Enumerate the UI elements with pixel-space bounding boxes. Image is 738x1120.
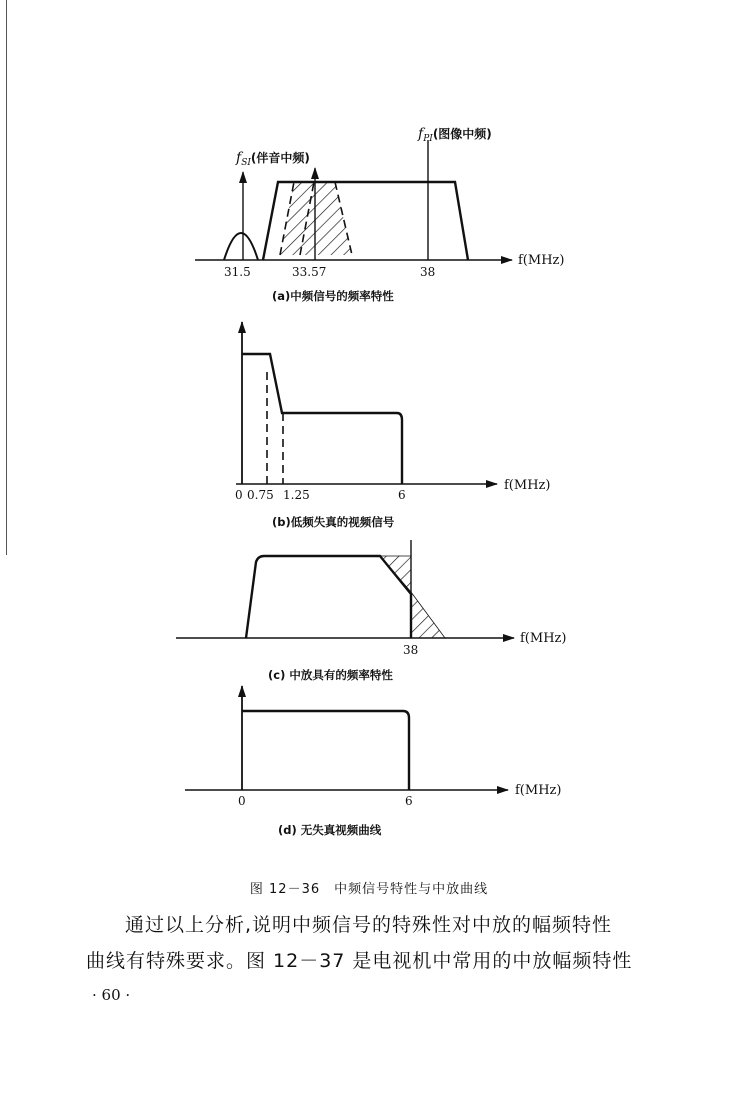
page-number: · 60 · <box>92 986 131 1004</box>
panel-a-axis-label: f(MHz) <box>518 253 565 268</box>
panel-d-tick-0: 0 <box>238 794 246 808</box>
panel-a-tick-31-5: 31.5 <box>224 265 251 279</box>
panel-b-caption: (b)低频失真的视频信号 <box>272 515 395 529</box>
panel-a-fsi-label: $f_{SI}$(伴音中频) <box>236 150 310 168</box>
panel-c-tick-38: 38 <box>403 643 419 657</box>
panel-b-axis-label: f(MHz) <box>504 478 551 493</box>
panel-b-tick-125: 1.25 <box>283 488 310 502</box>
panel-c-caption: (c) 中放具有的频率特性 <box>268 668 393 682</box>
panel-b-tick-075: 0.75 <box>247 488 274 502</box>
panel-c-if-curve <box>246 556 411 638</box>
panel-c <box>176 540 566 682</box>
panel-b-tick-6: 6 <box>398 488 406 502</box>
panel-a <box>195 126 564 303</box>
panel-a-hatch-region <box>280 182 352 255</box>
panel-a-fpi-label: $f_{PI}$(图像中频) <box>418 126 492 144</box>
panel-d-axis-label: f(MHz) <box>515 783 562 798</box>
panel-d <box>185 686 561 837</box>
panel-a-sound-bump <box>224 233 258 260</box>
panel-c-hatch-lower <box>411 592 445 638</box>
panel-d-caption: (d) 无失真视频曲线 <box>278 823 382 837</box>
panel-a-caption: (a)中频信号的频率特性 <box>272 289 394 303</box>
panel-d-tick-6: 6 <box>405 794 413 808</box>
body-line-1: 通过以上分析,说明中频信号的特殊性对中放的幅频特性 <box>125 914 613 936</box>
panel-b-tick-0: 0 <box>235 488 243 502</box>
figure-caption: 图 12－36 中频信号特性与中放曲线 <box>249 882 489 897</box>
body-line-2: 曲线有特殊要求。图 12－37 是电视机中常用的中放幅频特性 <box>86 950 633 972</box>
panel-b <box>235 322 550 529</box>
panel-b-video-curve <box>242 354 402 484</box>
panel-d-video-curve <box>242 711 409 790</box>
panel-a-tick-38: 38 <box>420 265 436 279</box>
panel-a-tick-33-57: 33.57 <box>292 265 327 279</box>
panel-c-axis-label: f(MHz) <box>520 631 567 646</box>
